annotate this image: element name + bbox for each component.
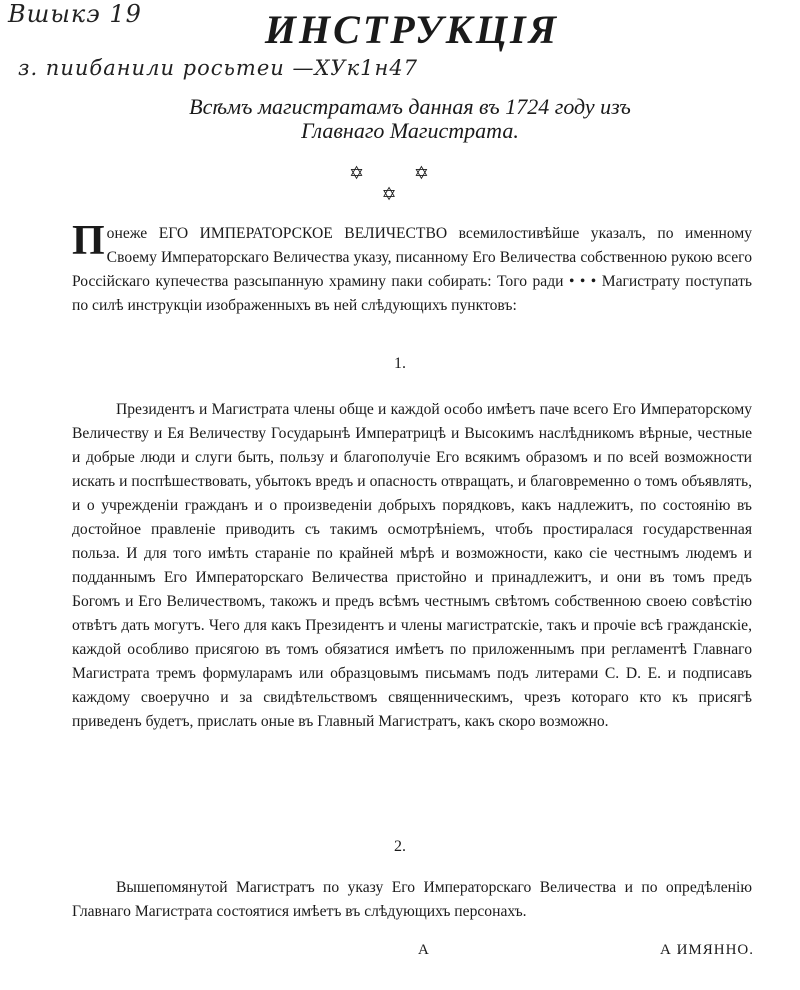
intro-paragraph [72,218,752,318]
section-paragraph: Президентъ и Магистрата члены обще и каждой особо имѣетъ паче всего Его Императорскому Величеству и Ея Величеству Государынѣ Императрицѣ и Высокимъ наслѣдникомъ вѣрные, честные и добрые люди и слуги быть, пользу и благополучiе Его всякимъ образомъ и по всей возможности искать и поспѣшествовать, убытокъ вредъ и опасность отвращать, и благовременно о томъ объявлять, и о учрежденiи гражданъ и о произведенiи добрыхъ порядковъ, какъ надлежитъ, по состоянiю въ достойное правленiе приводить съ такимъ осмотрѣнiемъ, чтобъ простиралася государственная польза. И для того имѣть старанiе по крайней мѣрѣ и возможности, како сiе честнымъ людемъ и подданнымъ Его Императорскаго Величества пристойно и принадлежитъ, и они въ томъ предъ Богомъ и Его Величествомъ, такожъ и предъ всѣмъ честнымъ свѣтомъ собственною своею совѣстiю отвѣтъ дать могутъ. Чего для какъ Президентъ и члены магистратскiе, такъ и прочiе всѣ гражданскiе, каждой особливо присягою въ томъ обязатися имѣетъ по приложеннымъ при регламентѣ Главнаго Магистрата тремъ формуларамъ или образцовымъ письмамъ подъ литерами C. D. E. и подписавъ каждому своеручно и за свидѣтельствомъ священническимъ, чрезъ котораго кто къ присягѣ приведенъ будетъ, прислать оные въ Главный Магистратъ, какъ скоро возможно. [72,401,752,730]
document-title: ИНСТРУКЦIЯ [264,7,560,52]
section-paragraph: Вышепомянутой Магистратъ по указу Его Императорскаго Величества и по опредѣленiю Главнаго Магистрата состоятися имѣетъ въ слѣдующихъ персонахъ. [72,879,752,920]
star-ornament-icon: ✡ ✡ ✡ [349,163,451,205]
handwritten-note-top: Вшыкэ 19 [8,0,142,28]
intro-text: онеже ЕГО ИМПЕРАТОРСКОЕ ВЕЛИЧЕСТВО всемилостивѣйше указалъ, по именному Своему Императорскаго Величества указу, писанному Его Величества собственною рукою всего Россiйскаго купечества разсыпанную храмину паки собирать: Того ради • • • Магистрату поступать по силѣ инструкцiи изображенныхъ въ ней слѣдующихъ пунктовъ: [72,225,752,314]
section-number: 1. [394,355,406,372]
handwritten-note-second: з. пиибанили росьтеи —ХУк1н47 [18,56,419,80]
dropcap-letter: П [72,218,105,264]
section-number: 2. [394,838,406,855]
catchword-left: А [418,942,430,958]
document-subtitle-line1: Всѣмъ магистратамъ данная въ 1724 году изъ [189,94,631,119]
document-subtitle-line2: Главнаго Магистрата. [301,118,519,143]
catchword-right: А ИМЯННО. [660,942,755,958]
